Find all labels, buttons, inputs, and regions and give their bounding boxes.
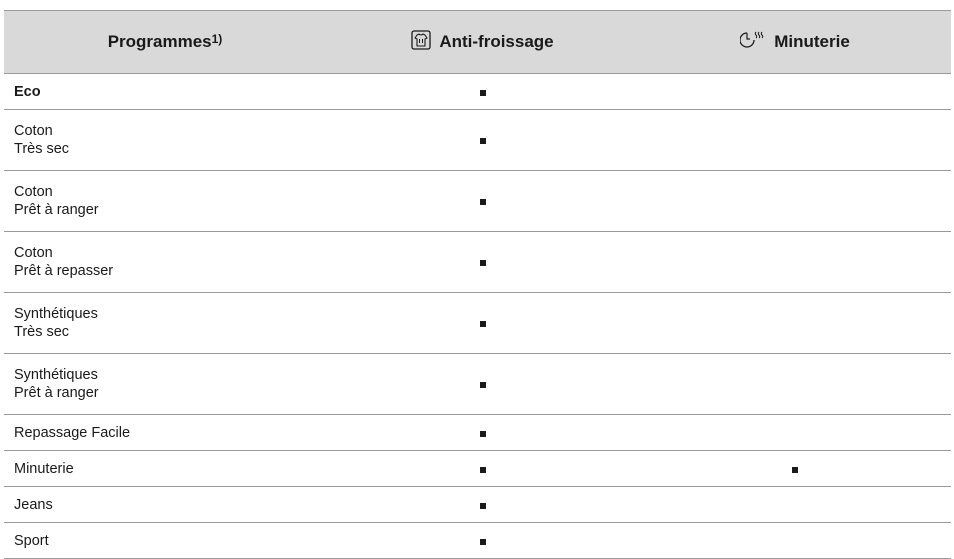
table-row [4, 415, 951, 451]
minuterie-cell [639, 293, 951, 354]
programme-variant: Prêt à repasser [14, 263, 114, 279]
programme-name: Coton [14, 184, 53, 200]
programme-cell [4, 110, 326, 171]
anti-crease-shirt-icon [411, 30, 431, 55]
option-available-mark [480, 199, 486, 205]
anti-froissage-cell [326, 171, 639, 232]
programme-name: Jeans [14, 496, 53, 513]
programme-cell [4, 74, 326, 110]
programme-cell [4, 293, 326, 354]
programme-name: Minuterie [14, 460, 74, 477]
header-minuterie-label: Minuterie [774, 32, 850, 51]
minuterie-cell [639, 354, 951, 415]
programme-name: Synthétiques [14, 306, 98, 322]
programme-cell [4, 232, 326, 293]
table-row [4, 523, 951, 559]
option-available-mark [480, 503, 486, 509]
table-row [4, 293, 951, 354]
programme-name: Coton [14, 245, 53, 261]
anti-froissage-cell [326, 451, 639, 487]
anti-froissage-cell [326, 293, 639, 354]
programme-cell [4, 171, 326, 232]
programme-variant: Très sec [14, 141, 70, 157]
option-available-mark [480, 321, 486, 327]
option-available-mark [480, 90, 486, 96]
programme-cell [4, 487, 326, 523]
minuterie-cell [639, 451, 951, 487]
programme-name: Coton [14, 123, 53, 139]
option-available-mark [480, 138, 486, 144]
table-row [4, 171, 951, 232]
programme-name: Repassage Facile [14, 424, 131, 441]
footnote-marker: 1) [211, 32, 223, 46]
anti-froissage-cell [326, 354, 639, 415]
option-available-mark [480, 260, 486, 266]
programme-cell [4, 354, 326, 415]
anti-froissage-cell [326, 232, 639, 293]
header-anti-froissage-label: Anti-froissage [439, 32, 554, 51]
minuterie-cell [639, 110, 951, 171]
table-row [4, 232, 951, 293]
programme-cell [4, 451, 326, 487]
programme-name: Sport [14, 532, 49, 549]
table-header [4, 11, 951, 74]
header-minuterie [639, 11, 951, 74]
table-body [4, 74, 951, 559]
anti-froissage-cell [326, 110, 639, 171]
minuterie-cell [639, 415, 951, 451]
programme-variant: Très sec [14, 324, 70, 340]
programme-cell [4, 523, 326, 559]
programme-cell [4, 415, 326, 451]
table-row [4, 74, 951, 110]
table-row [4, 354, 951, 415]
option-available-mark [480, 382, 486, 388]
timer-heat-icon [740, 30, 766, 55]
option-available-mark [480, 431, 486, 437]
table-row [4, 451, 951, 487]
minuterie-cell [639, 74, 951, 110]
programme-name: Eco [14, 83, 41, 100]
option-available-mark [480, 467, 486, 473]
anti-froissage-cell [326, 74, 639, 110]
programme-name: Synthétiques [14, 367, 98, 383]
programme-options-table [4, 10, 951, 559]
option-available-mark [792, 467, 798, 473]
minuterie-cell [639, 523, 951, 559]
programme-variant: Prêt à ranger [14, 202, 99, 218]
anti-froissage-cell [326, 415, 639, 451]
minuterie-cell [639, 487, 951, 523]
anti-froissage-cell [326, 523, 639, 559]
minuterie-cell [639, 232, 951, 293]
table-row [4, 110, 951, 171]
header-anti-froissage [326, 11, 639, 74]
anti-froissage-cell [326, 487, 639, 523]
header-programmes-label: Programmes [107, 32, 212, 51]
header-programmes [4, 11, 326, 74]
table-row [4, 487, 951, 523]
minuterie-cell [639, 171, 951, 232]
programme-variant: Prêt à ranger [14, 385, 99, 401]
